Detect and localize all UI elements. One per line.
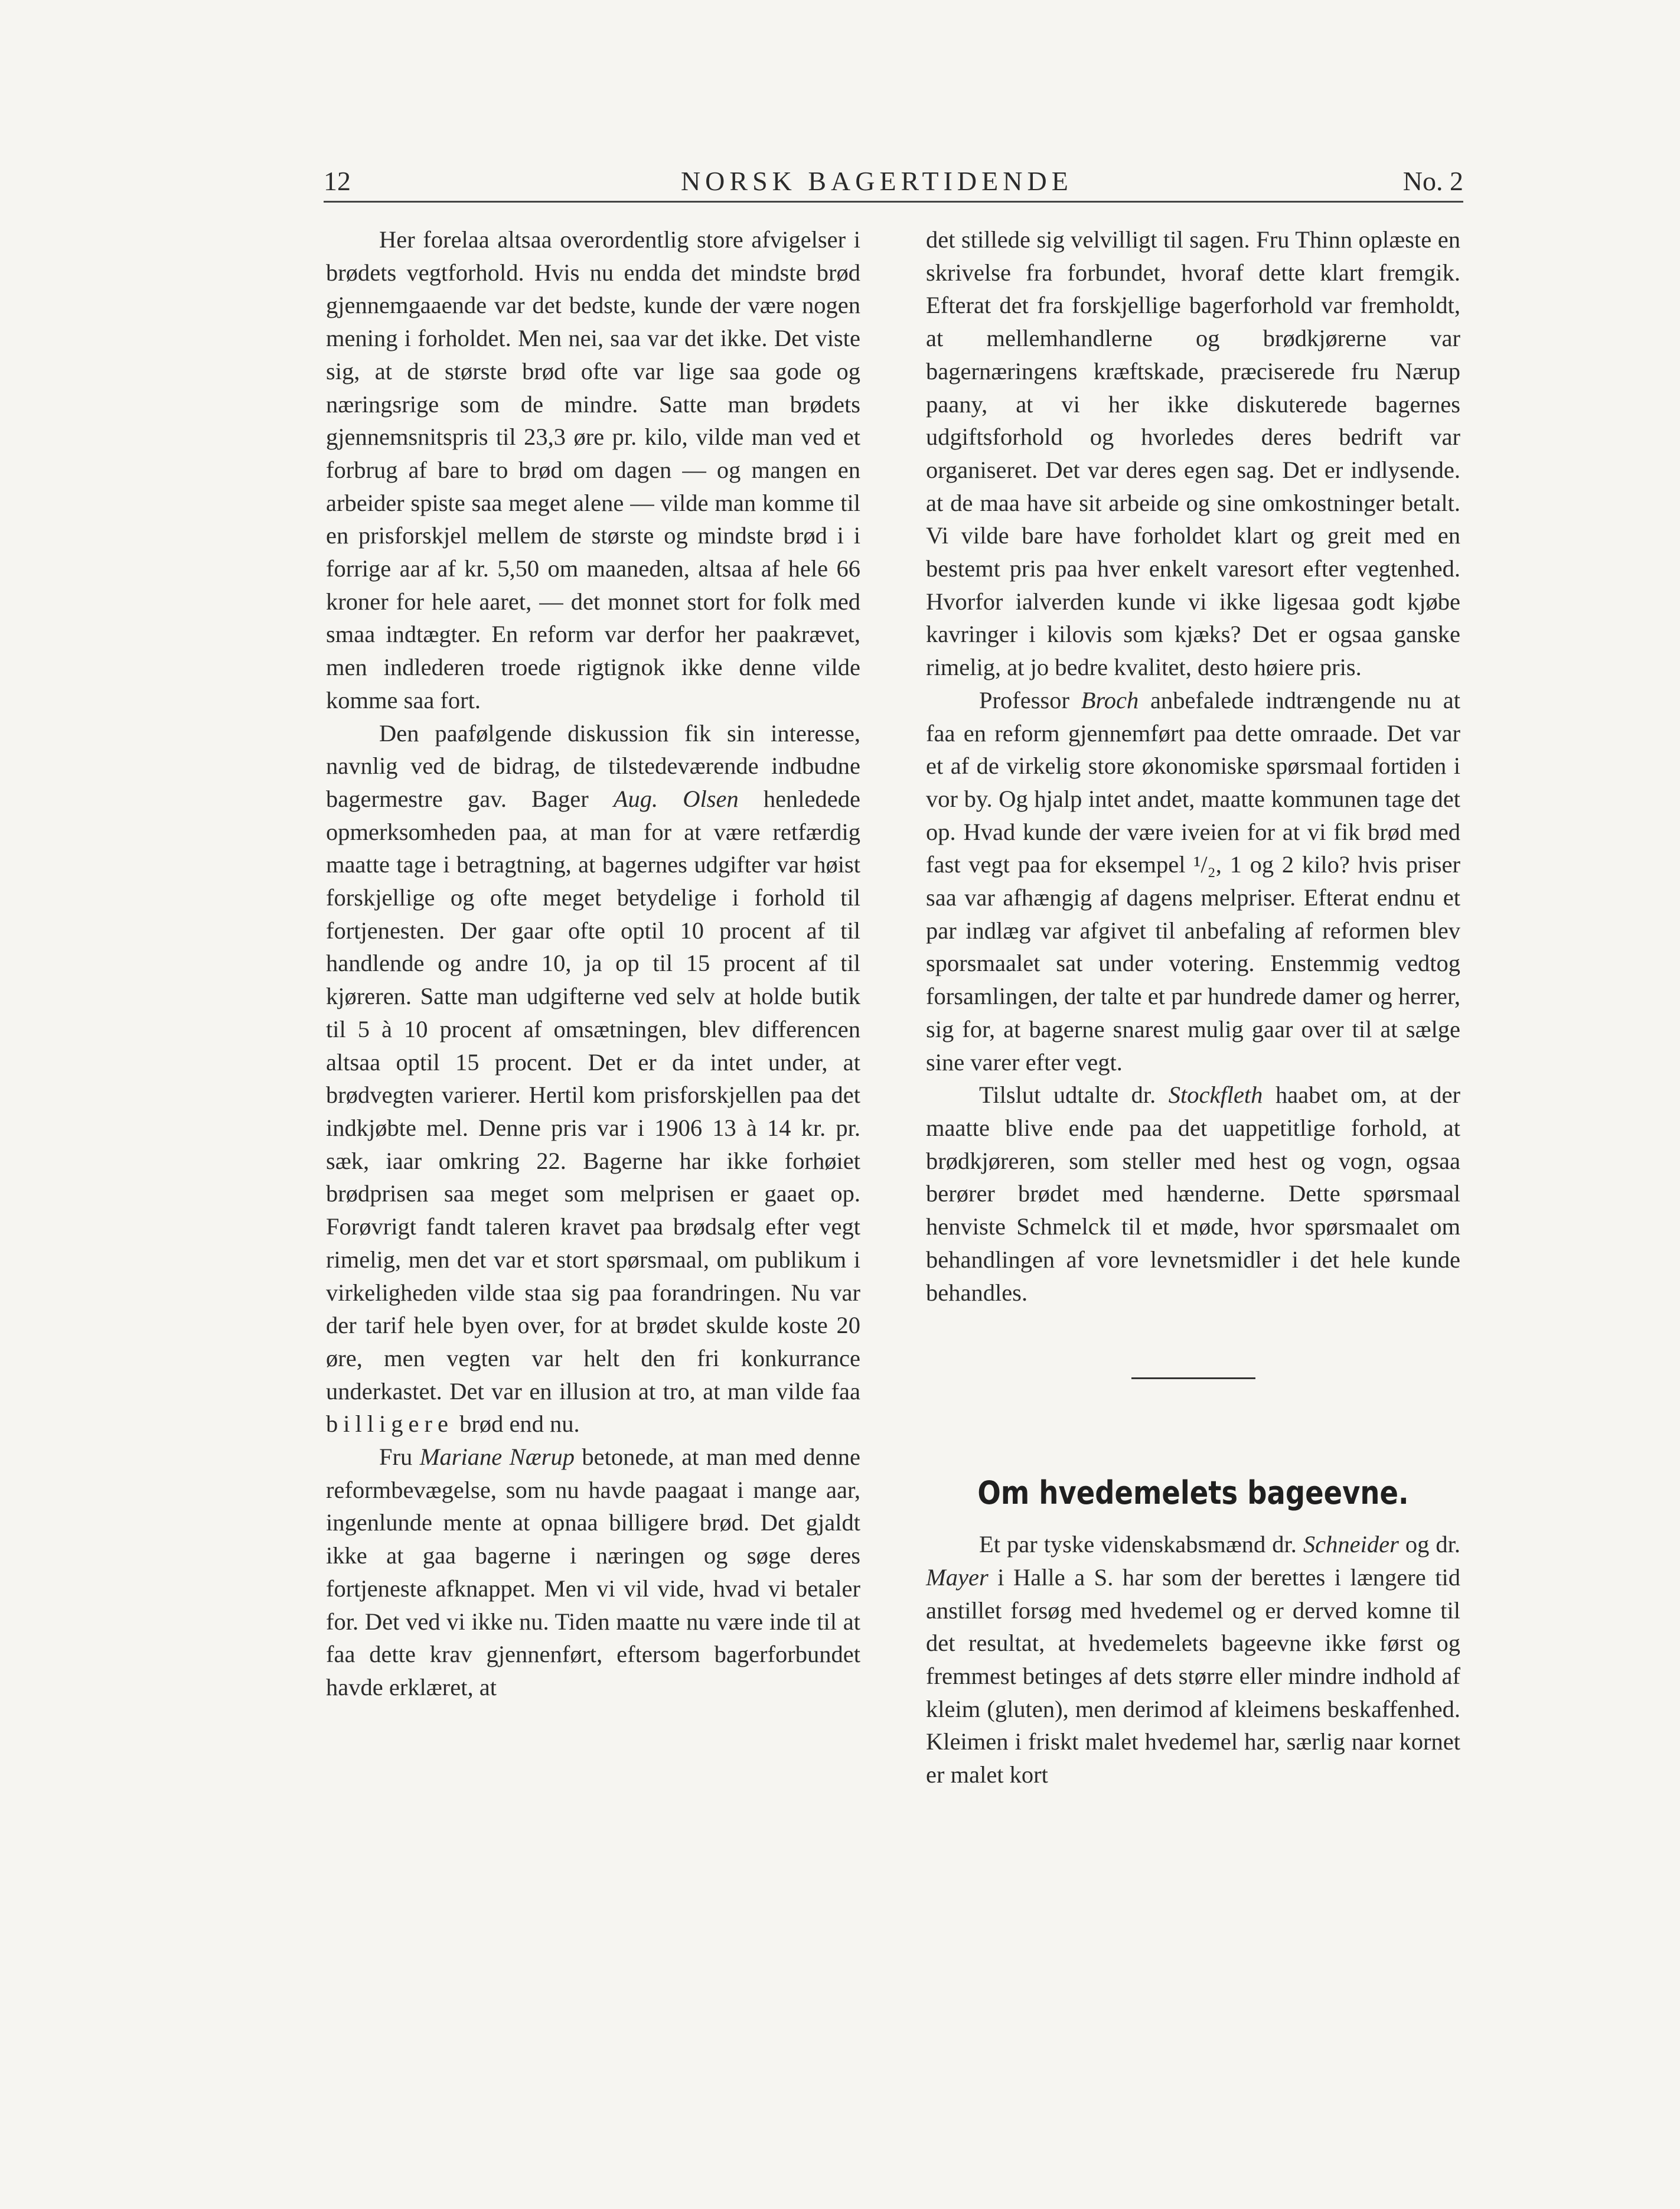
paragraph: Et par tyske videnskabsmænd dr. Schneider og dr. Mayer i Halle a S. har som der berettes i længere tid anstillet forsøg med hvedemel og er derved komne til det resultat, at hvedemelets bageevne ikke først og fremmest betinges af dets større eller mindre indhold af kleim (gluten), men derimod af kleimens beskaffenhed. Kleimen i friskt malet hvedemel har, særlig naar kornet er malet kort bbox=[926, 1531, 1460, 1788]
paragraph: Her forelaa altsaa overordentlig store afvigelser i brødets vegtforhold. Hvis nu endda det mindste brød gjennemgaaende var det bedste, kunde der være nogen mening i forholdet. Men nei, saa var det ikke. Det viste sig, at de største brød ofte var lige saa gode og næringsrige som de mindre. Satte man brødets gjennemsnitspris til 23,3 øre pr. kilo, vilde man ved et forbrug af bare to brød om dagen — og mangen en arbeider spiste saa meget alene — vilde man komme til en prisforskjel mellem de største og mindste brød i i forrige aar af kr. 5,50 om maaneden, altsaa af hele 66 kroner for hele aaret, — det monnet stort for folk med smaa indtægter. En reform var derfor her paakrævet, men indlederen troede rigtignok ikke denne vilde komme saa fort. bbox=[326, 226, 860, 713]
page-header bbox=[324, 151, 1463, 198]
person-name: Stockfleth bbox=[1168, 1081, 1263, 1109]
paragraph: Fru Mariane Nærup betonede, at man med denne reformbevægelse, som nu havde paagaat i mange aar, ingenlunde mente at opnaa billigere brød. Det gjaldt ikke at gaa bagerne i næringen og søge deres fortjeneste afknappet. Men vi vil vide, hvad vi betaler for. Det ved vi ikke nu. Tiden maatte nu være inde til at faa dette krav gjennenført, eftersom bagerforbundet havde erklæret, at bbox=[326, 1444, 860, 1700]
page-number: 12 bbox=[324, 166, 351, 196]
publication-title: NORSK BAGERTIDENDE bbox=[680, 166, 1073, 196]
person-name: Mariane Nærup bbox=[419, 1444, 575, 1471]
person-name: Aug. Olsen bbox=[613, 785, 739, 812]
left-column bbox=[326, 223, 860, 1704]
emphasized-word: billigere bbox=[326, 1410, 454, 1438]
paragraph: Professor Broch anbefalede indtrængende nu at faa en reform gjennemført paa dette omraade. Det var et af de virkelig store økonomiske spørsmaal fortiden i vor by. Og hjalp intet andet, maatte kommunen tage det op. Hvad kunde der være iveien for at vi fik brød med fast vegt paa for eksempel ¹/₂, 1 og 2 kilo? hvis priser saa var afhængig af dagens melpriser. Efterat endnu et par indlæg var afgivet til anbefaling af reformen blev sporsmaalet sat under votering. Enstemmig vedtog forsamlingen, der talte et par hundrede damer og herrer, sig for, at bagerne snarest mulig gaar over til at sælge sine varer efter vegt. bbox=[926, 686, 1460, 1076]
issue-number: No. 2 bbox=[1402, 166, 1463, 196]
paragraph: det stillede sig velvilligt til sagen. Fru Thinn oplæste en skrivelse fra forbundet, hvoraf dette klart fremgik. Efterat det fra forskjellige bagerforhold var fremholdt, at mellemhandlerne og brødkjørerne var bagernæringens kræftskade, præciserede fru Nærup paany, at vi her ikke diskuterede bagernes udgiftsforhold og hvorledes deres bedrift var organiseret. Det var deres egen sag. Det er indlysende. at de maa have sit arbeide og sine omkostninger betalt. Vi vilde bare have forholdet klart og greit med en bestemt pris paa hver enkelt varesort efter vegtenhed. Hvorfor ialverden kunde vi ikke ligesaa godt kjøbe kavringer i kilovis som kjæks? Det er ogsaa ganske rimelig, at jo bedre kvalitet, desto høiere pris. bbox=[926, 226, 1460, 681]
paragraph: Tilslut udtalte dr. Stockfleth haabet om, at der maatte blive ende paa det uappetitlige forhold, at brødkjøreren, som steller med hest og vogn, ogsaa berører brødet med hænderne. Dette spørsmaal henviste Schmelck til et møde, hvor spørsmaalet om behandlingen af vore levnetsmidler i det hele kunde behandles. bbox=[926, 1081, 1460, 1306]
person-name: Schneider bbox=[1303, 1531, 1399, 1558]
fraction: ¹/₂ bbox=[1193, 851, 1216, 878]
header-rule bbox=[324, 201, 1463, 203]
person-name: Broch bbox=[1081, 686, 1139, 713]
paragraph: Den paafølgende diskussion fik sin interesse, navnlig ved de bidrag, de tilstedeværende indbudne bagermestre gav. Bager Aug. Olsen henledede opmerksomheden paa, at man for at være retfærdig maatte tage i betragtning, at bagernes udgifter var høist forskjellige og ofte meget betydelige i forhold til fortjenesten. Der gaar ofte optil 10 procent af til handlende og andre 10, ja op til 15 procent af til kjøreren. Satte man udgifterne ved selv at holde butik til 5 à 10 procent af omsætningen, blev differencen altsaa optil 15 procent. Det er da intet under, at brødvegten varierer. Hertil kom prisforskjellen paa det indkjøbte mel. Denne pris var i 1906 13 à 14 kr. pr. sæk, iaar omkring 22. Bagerne har ikke forhøiet brødprisen saa meget som melprisen er gaaet op. Forøvrigt fandt taleren kravet paa brødsalg efter vegt rimelig, men det var et stort spørsmaal, om publikum i virkeligheden vilde staa sig paa forandringen. Nu var der tarif hele byen over, for at brødet skulde koste 20 øre, men vegten var helt den fri konkurrance underkastet. Det var en illusion at tro, at man vilde faa billigere brød end nu. bbox=[326, 719, 860, 1438]
section-separator bbox=[1131, 1377, 1255, 1379]
right-column bbox=[926, 223, 1460, 1791]
person-name: Mayer bbox=[926, 1563, 989, 1591]
section-heading: Om hvedemelets bageevne. bbox=[977, 1474, 1409, 1512]
